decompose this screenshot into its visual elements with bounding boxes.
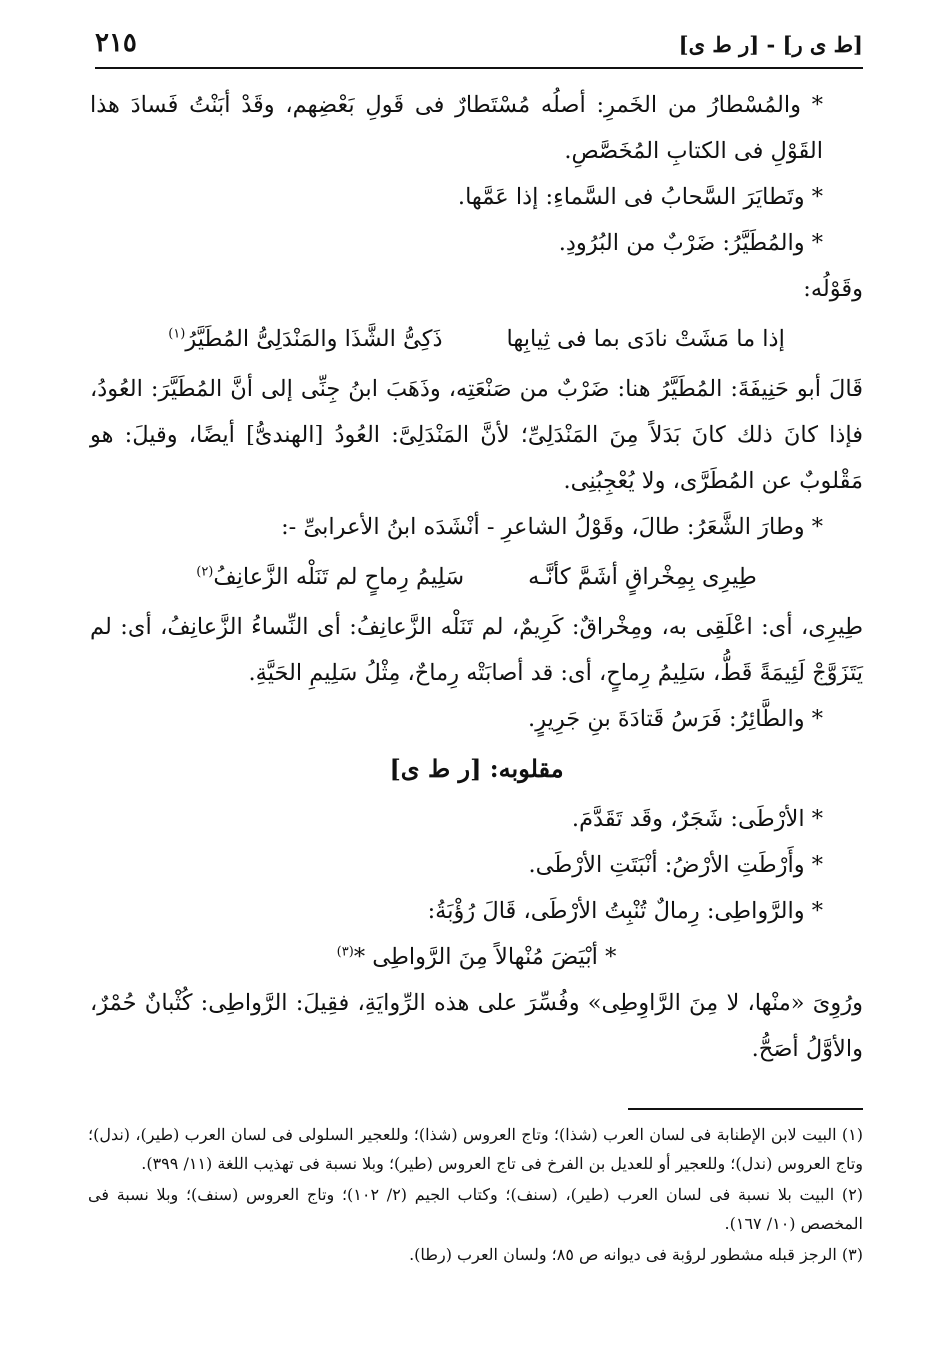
footnote-1: (١) البيت لابن الإطنابة فى لسان العرب (شذا)؛ وتاج العروس (شذا)؛ وللعجير السلولى فى لسان العرب (طير)، (ندل)؛ وتاج العروس (ندل)؛ وللعجير أو للعديل بن الفرخ فى تاج العروس (طير)؛ وبلا نسبة فى تهذيب اللغة (١١/ ٣٩٩). <box>88 1125 864 1173</box>
verse-line-1 <box>90 316 863 362</box>
entry-tatayara: * وتَطايَرَ السَّحابُ فى السَّماءِ: إذا عَمَّها. <box>457 184 823 210</box>
entry-mustar: * والمُسْطارُ من الخَمرِ: أصلُه مُسْتَطارٌ فى قَولِ بَعْضِهم، وقَدْ أبَنْتُ فَسادَ هذا القَوْلِ فى الكتابِ المُخَصَّصِ. <box>90 92 823 164</box>
rajaz-line: * أبْيَضَ مُنْهالاً مِنَ الرَّواطِى *$^{(٣)}$ <box>336 944 617 970</box>
entry-tara-shaar: * وطارَ الشَّعَرُ: طالَ، وقَوْلُ الشاعرِ - أنْشَدَه ابنُ الأعرابىِّ -: <box>281 514 823 540</box>
verse-1-first-hemistich: إذا ما مَشَتْ نادَى بما فى ثِيابِها <box>506 326 785 352</box>
main-text <box>90 82 863 1072</box>
entry-rawati: * والرَّواطِى: رِمالٌ تُنْبِتُ الأرْطَى، قَالَ رُؤْبَةُ: <box>427 898 823 924</box>
entry-mutayyar: * والمُطَيَّرُ: ضَرْبٌ من البُرُودِ. <box>558 230 823 256</box>
footnote-3: (٣) الرجز قبله مشطور لرؤبة فى ديوانه ص ٨٥؛ ولسان العرب (رطا). <box>409 1245 863 1264</box>
verse-2-second-hemistich: سَلِيمُ رِماحٍ لم تَنَلْه الزَّعانِفُ$^{(٢)}$ <box>196 564 465 590</box>
section-heading-maqlub: مقلوبه: [ر ط ى] <box>389 754 564 783</box>
verse-line-2 <box>90 554 863 600</box>
entry-artat: * وأَرْطَتِ الأرْضُ: أنْبَتَتِ الأرْطَى. <box>528 852 823 878</box>
commentary-tiri: طِيرِى، أى: اعْلَقِى به، ومِخْراقٌ: كَرِيمٌ، لم تَنَلْه الزَّعانِفُ: أى النِّساءُ الزَّعانِفُ، أى: لم يَتَزَوَّجْ لَئِيمَةً قَطُّ، سَلِيمُ رِماحٍ، أى: قد أصابَتْه رِماحٌ، مِثْلُ سَلِيمِ الحَيَّةِ. <box>90 614 863 686</box>
page-number: ٢١٥ <box>95 28 137 58</box>
footnote-ref-3: (٣) <box>336 944 354 960</box>
quote-intro: وقَوْلُه: <box>803 276 863 302</box>
footnote-ref-1: (١) <box>168 326 186 342</box>
footnote-2: (٢) البيت بلا نسبة فى لسان العرب (طير)، (سنف)؛ وكتاب الجيم (٢/ ١٠٢)؛ وتاج العروس (سنف)؛ وبلا نسبة فى المخصص (١٠/ ١٦٧). <box>88 1185 864 1233</box>
entry-arta: * الأرْطَى: شَجَرٌ، وقَد تَقَدَّمَ. <box>571 806 823 832</box>
commentary-abu-hanifa: قَالَ أبو حَنِيفَةَ: المُطَيَّرُ هنا: ضَرْبٌ من صَنْعَتِه، وذَهَبَ ابنُ جِنِّى إلى أنَّ المُطَيَّرَ: العُودُ، فإذا كانَ ذلك كانَ بَدَلاً مِنَ المَنْدَلِىِّ؛ لأنَّ المَنْدَلِىَّ: العُودُ [الهندىُّ] أيضًا، وقيلَ: هو مَقْلوبٌ عن المُطَرَّى، ولا يُعْجِبُنِى. <box>90 376 863 494</box>
footnotes <box>88 1120 863 1271</box>
verse-1-second-hemistich: ذَكِىُّ الشَّذَا والمَنْدَلِىُّ المُطَيَّرُ$^{(١)}$ <box>168 326 443 352</box>
footnote-rule <box>628 1108 863 1110</box>
section-root-label: [ط ى ر] - [ر ط ى] <box>678 32 863 57</box>
verse-2-first-hemistich: طِيرِى بِمِخْراقٍ أشَمَّ كأنَّـه <box>528 564 757 590</box>
commentary-riwaya: ورُوِىَ «منْها، لا مِنَ الرَّاوِطِى» وفُسِّرَ على هذه الرِّوايَةِ، فقِيلَ: الرَّواطِى: كُثْبانٌ حُمْرٌ، والأوَّلُ أصَحُّ. <box>90 990 863 1062</box>
page-header <box>95 28 863 64</box>
header-rule <box>95 67 863 69</box>
entry-taair: * والطَّائِرُ: فَرَسُ قَتادَةَ بنِ جَرِيرٍ. <box>528 706 823 732</box>
footnote-ref-2: (٢) <box>196 564 214 580</box>
